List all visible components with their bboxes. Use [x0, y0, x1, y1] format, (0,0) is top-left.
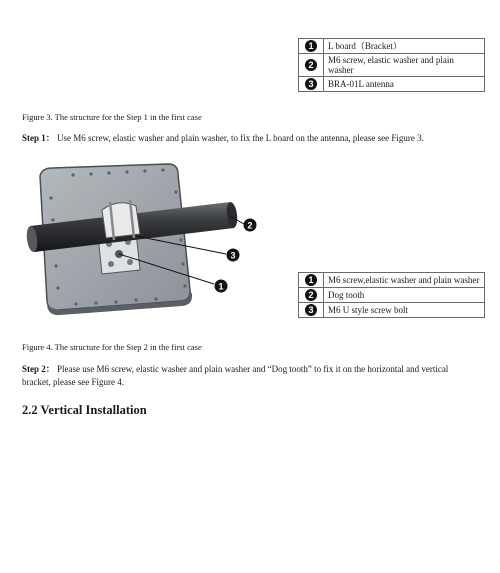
number-3-icon: 3	[305, 304, 317, 316]
number-1-icon: 1	[305, 274, 317, 286]
section-heading: 2.2 Vertical Installation	[22, 403, 147, 417]
step-2-text	[22, 363, 477, 389]
legend-row	[299, 273, 485, 288]
u-bolt-clamp	[102, 200, 140, 240]
number-2-icon: 2	[305, 59, 317, 71]
legend-row	[299, 39, 485, 54]
figure-4-caption: Figure 4. The structure for the Step 2 in the first case	[22, 342, 202, 352]
svg-text:1: 1	[218, 281, 224, 292]
parts-legend-bottom	[298, 272, 485, 318]
legend-text: M6 screw,elastic washer and plain washer	[324, 273, 485, 288]
number-3-icon: 3	[305, 78, 317, 90]
legend-text: M6 U style screw bolt	[324, 303, 485, 318]
number-2-icon: 2	[305, 289, 317, 301]
step-1-text	[22, 132, 492, 145]
callout-3	[227, 249, 240, 262]
legend-text: BRA-01L antenna	[324, 77, 485, 92]
step-2-label: Step 2：	[22, 364, 55, 374]
callout-2	[244, 219, 257, 232]
callout-1	[215, 280, 228, 293]
legend-row	[299, 77, 485, 92]
legend-row	[299, 54, 485, 77]
antenna-mount-illustration	[18, 158, 280, 330]
figure-3-caption: Figure 3. The structure for the Step 1 in the first case	[22, 112, 202, 122]
legend-text: Dog tooth	[324, 288, 485, 303]
step-1-body: Use M6 screw, elastic washer and plain washer, to fix the L board on the antenna, please see Figure 3.	[57, 133, 424, 143]
step-2-body: Please use M6 screw, elastic washer and plain washer and “Dog tooth” to fix it on the horizontal and vertical bracket, please see Figure 4.	[22, 364, 449, 387]
legend-text: L board（Bracket）	[324, 39, 485, 54]
svg-text:2: 2	[247, 220, 253, 231]
parts-legend-top	[298, 38, 485, 92]
step-1-label: Step 1：	[22, 133, 55, 143]
legend-text: M6 screw, elastic washer and plain washer	[324, 54, 485, 77]
number-1-icon: 1	[305, 40, 317, 52]
legend-row	[299, 288, 485, 303]
svg-text:3: 3	[230, 250, 236, 261]
legend-row	[299, 303, 485, 318]
